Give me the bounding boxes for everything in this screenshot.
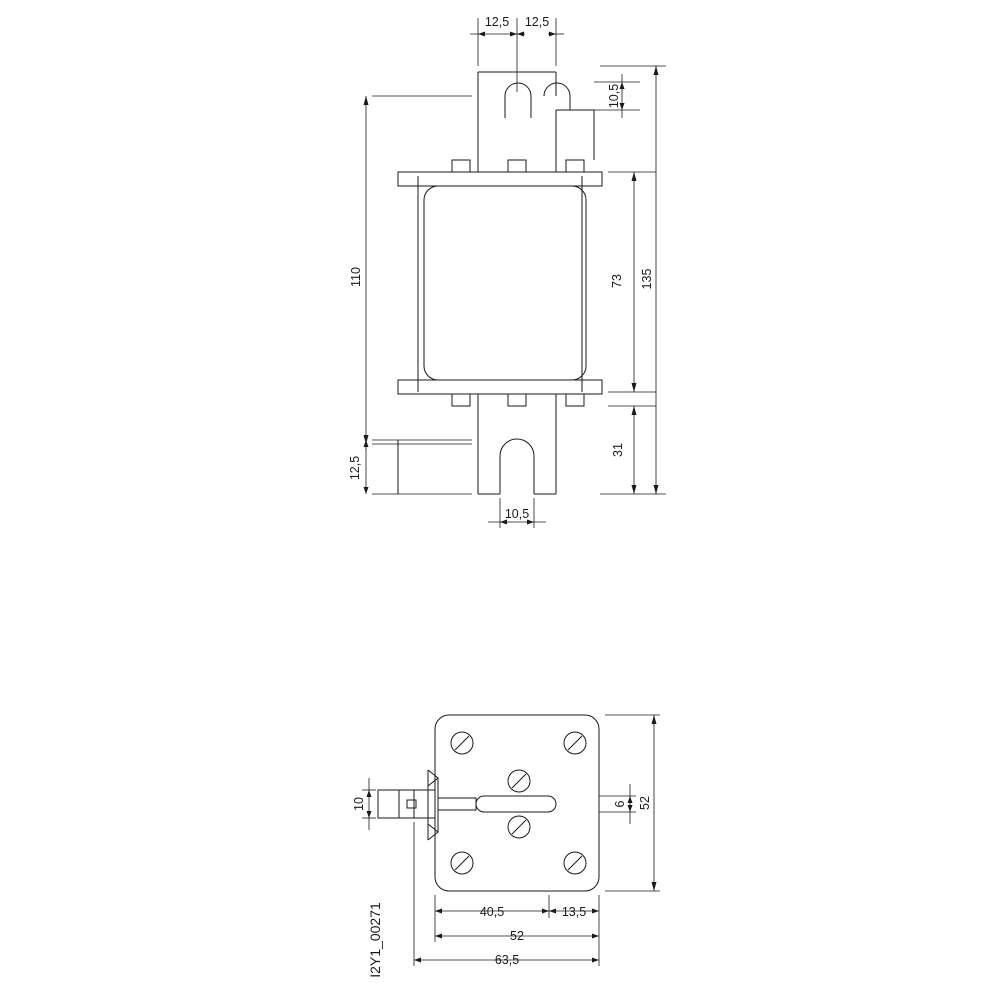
dim-6: 6 [613, 800, 627, 808]
side-view-geometry [378, 715, 599, 891]
dim-52-vertical: 52 [638, 796, 652, 810]
screw-top-left [451, 732, 473, 754]
dim-13-5: 13,5 [561, 905, 587, 919]
dim-12-5-bottom: 12,5 [348, 455, 362, 481]
dim-40-5: 40,5 [479, 905, 505, 919]
screw-center-bottom [508, 816, 530, 838]
dim-10-5-bottom: 10,5 [504, 507, 530, 521]
dim-12-5-top-right: 12,5 [524, 15, 550, 29]
dim-10-5-top: 10,5 [607, 83, 621, 109]
part-code-label: I2Y1_00271 [367, 902, 383, 978]
screw-bottom-left [451, 852, 473, 874]
dim-73: 73 [610, 274, 624, 288]
dim-31: 31 [611, 443, 625, 457]
dim-110: 110 [349, 267, 363, 287]
dim-52-horizontal: 52 [510, 929, 524, 943]
dim-135: 135 [640, 268, 654, 290]
side-view-labels [352, 796, 652, 967]
part-code-group [367, 902, 383, 978]
front-view-labels [348, 15, 654, 521]
screw-bottom-right [564, 852, 586, 874]
dim-12-5-top-left: 12,5 [484, 15, 510, 29]
dim-63-5: 63,5 [494, 953, 520, 967]
screw-top-right [564, 732, 586, 754]
screw-center-top [508, 770, 530, 792]
dim-10: 10 [352, 797, 366, 811]
front-view-geometry [398, 72, 602, 494]
